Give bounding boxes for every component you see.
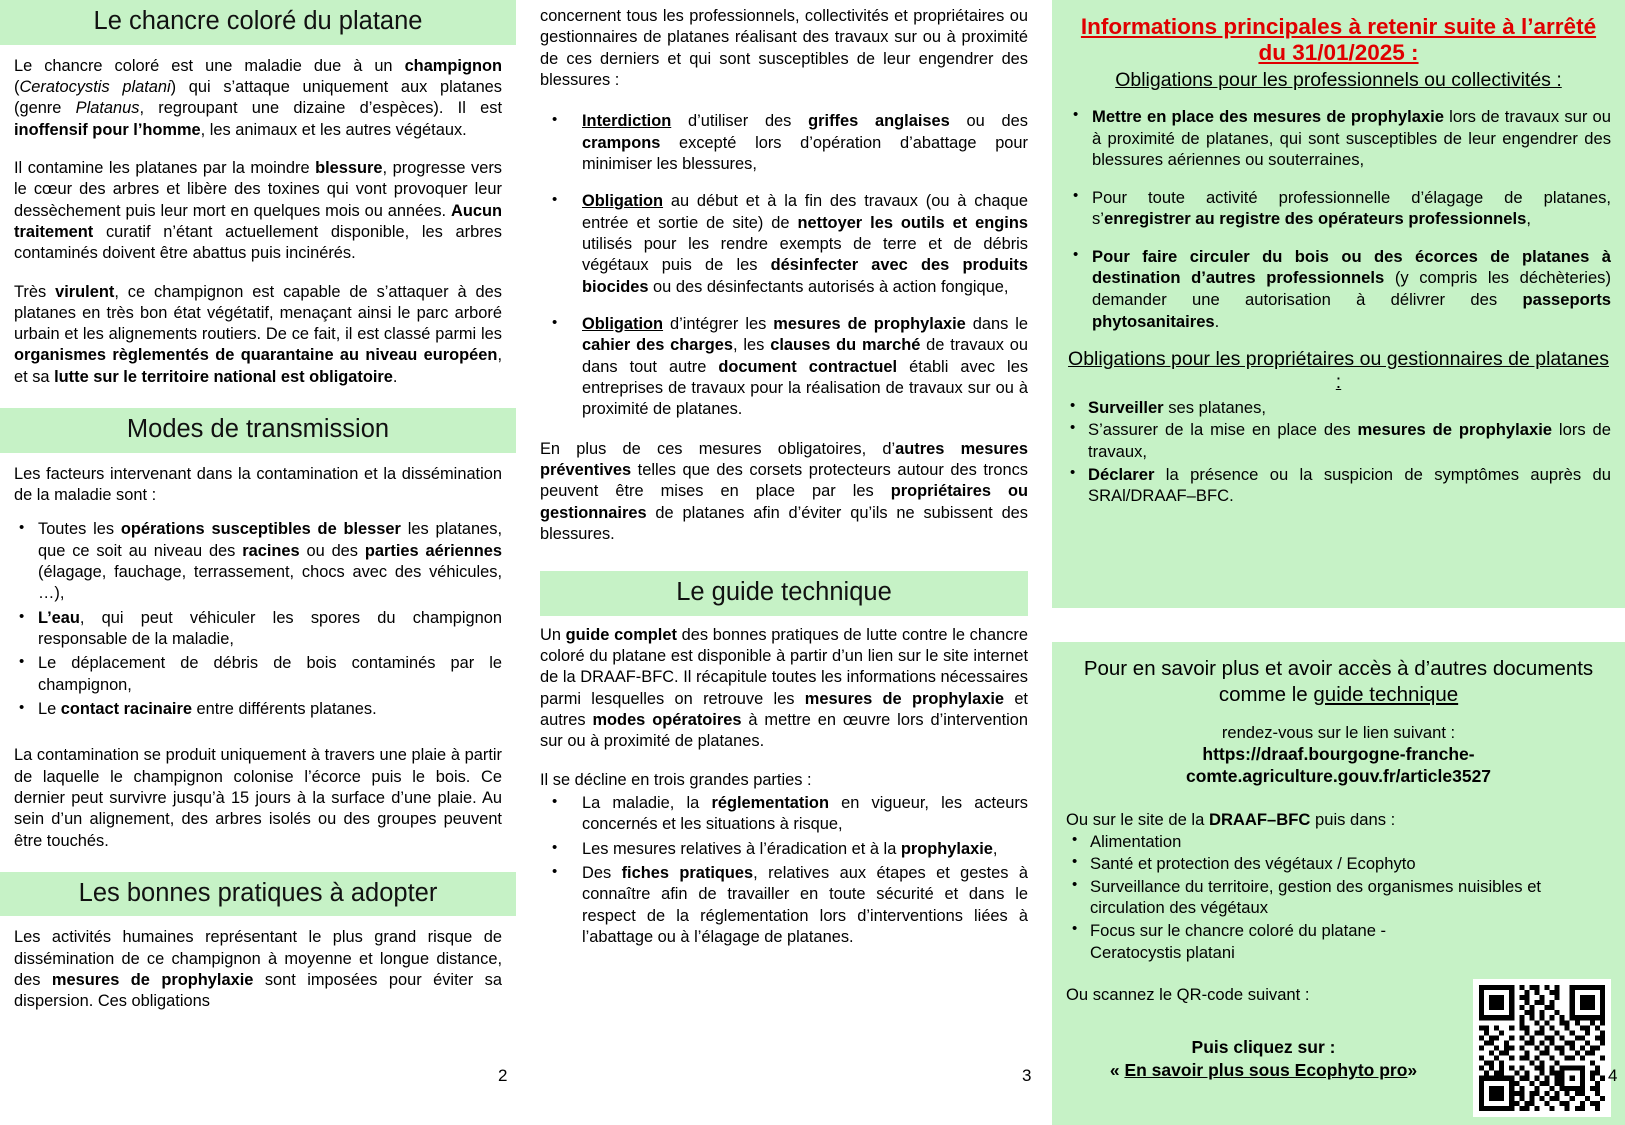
text-run: , relatives aux étapes et gestes à connaître afin de travailler en toute sécurité et dans le respect de la réglementation lors d’interventions liées à l’abattage ou à l’élagage de platanes. (582, 864, 1028, 947)
text-run: Toutes les (38, 520, 121, 539)
ecophyto-pro-link[interactable]: En savoir plus sous Ecophyto pro (1124, 1059, 1408, 1080)
list-item (540, 191, 1028, 298)
text-run: entre différents platanes. (191, 699, 377, 718)
list-item (540, 793, 1028, 836)
spacer (526, 91, 1042, 111)
text-run-bold: champignon (404, 56, 502, 75)
panel-subtitle-owners: Obligations pour les propriétaires ou gestionnaires de platanes : (1068, 348, 1609, 394)
list-item (540, 839, 1028, 860)
text-run-bold: Aucun traitement (14, 201, 502, 241)
text-run-bold: nettoyer les outils et engins (797, 213, 1028, 232)
list-item (1066, 419, 1611, 462)
list-item (1066, 187, 1611, 230)
paragraph-intro-1 (14, 56, 502, 141)
text-run: » (1407, 1059, 1418, 1080)
text-run-bold: passeports phytosanitaires (1092, 289, 1611, 331)
section-heading-practices: Les bonnes pratiques à adopter (0, 872, 516, 917)
qr-instruction: Ou scannez le QR-code suivant : (1066, 985, 1310, 1005)
page3-guide-body (526, 616, 1042, 791)
text-run: Le chancre coloré est une maladie due à un (14, 56, 405, 75)
text-run: , (1526, 209, 1531, 229)
text-run: ses platanes, (1163, 397, 1267, 417)
spacer (0, 852, 516, 872)
panel-subtitle-professionals: Obligations pour les professionnels ou collectivités : (1115, 68, 1562, 91)
text-run: curatif n’étant actuellement disponible, les arbres contaminés doivent être abattus puis incinérés. (14, 222, 502, 263)
text-run-bold: inoffensif pour l’homme (14, 120, 201, 139)
text-run: (y compris les déchèteries) demander une autorisation à délivrer des (1092, 268, 1611, 309)
text-run: Le déplacement de débris de bois contaminés par le champignon, (38, 654, 502, 694)
list-item: • Santé et protection des végétaux / Ecophyto (1066, 853, 1611, 875)
page-gutter (516, 0, 526, 1125)
paragraph-extra-measures (540, 439, 1028, 546)
cta-line-1: Puis cliquez sur : (1191, 1037, 1336, 1057)
page-number-3: 3 (1022, 1066, 1032, 1085)
more-info-heading (1066, 656, 1611, 707)
list-item: • Focus sur le chancre coloré du platane - Ceratocystis platani (1066, 920, 1611, 963)
text-run: lors de travaux, (1088, 420, 1611, 461)
text-run: . (1214, 311, 1220, 331)
text-run-bold: fiches pratiques (621, 864, 754, 883)
spacer (0, 506, 516, 519)
page2-intro-body (0, 45, 516, 389)
text-run-bold: Surveiller (1088, 397, 1164, 417)
text-run-bold: Pour faire circuler du bois ou des écorces de platanes à destination d’autres professionnels (1092, 246, 1611, 288)
text-run-bold-underline: Obligation (582, 192, 664, 211)
text-run-bold: Mettre en place des mesures de prophylaxie (1092, 107, 1444, 127)
text-run-bold: griffes anglaises (808, 112, 950, 131)
owner-obligations-list (1066, 397, 1611, 507)
text-run: Un (540, 625, 566, 644)
text-run-italic: Platanus (75, 99, 140, 118)
text-run-bold: clauses du marché (770, 336, 921, 355)
text-run: , regroupant une dizaine d’espèces). Il est (139, 99, 502, 118)
text-run-bold: modes opératoires (592, 711, 742, 730)
text-run: Pour toute activité professionnelle d’élagage de platanes, s’ (1092, 187, 1611, 229)
page3-continuation (526, 0, 1042, 91)
text-run: (élagage, fauchage, terrassement, chocs avec des véhicules, …), (38, 563, 502, 603)
draaf-url[interactable]: https://draaf.bourgogne-franche-comte.agriculture.gouv.fr/article3527 (1185, 744, 1492, 786)
text-run: ( (14, 77, 20, 96)
text-run-bold-underline: Interdiction (582, 112, 672, 131)
text-run-bold: cahier des charges (582, 336, 734, 355)
page-number-2: 2 (498, 1066, 508, 1085)
text-run-bold: mesures de prophylaxie (773, 314, 966, 333)
text-run: d’intégrer les (663, 314, 774, 333)
page-2 (0, 0, 516, 1125)
qr-code-graphic (1479, 985, 1605, 1111)
text-run: Les activités humaines représentant le plus grand risque de dissémination de ce champignon à moyenne et longue distance, des (14, 928, 502, 990)
list-item (1066, 246, 1611, 332)
text-run-bold: opérations susceptibles de blesser (120, 520, 401, 539)
text-run-bold: autres mesures préventives (540, 439, 1028, 479)
list-item (540, 111, 1028, 175)
page-gutter (1042, 0, 1052, 1125)
text-run: ou des désinfectants autorisés à action fongique, (648, 277, 1009, 296)
text-run: excepté lors d’opération d’abattage pour minimiser les blessures, (582, 133, 1028, 173)
list-item (14, 608, 502, 651)
paragraph-continuation: concernent tous les professionnels, collectivités et propriétaires ou gestionnaires de platanes réalisant des travaux sur ou à proximité de ces derniers et qui sont susceptibles de leur engendrer des blessures : (540, 7, 1028, 89)
text-run: Les mesures relatives à l’éradication et à la (582, 839, 901, 858)
text-run-bold-underline: Obligation (582, 314, 664, 333)
page2-practices-body (0, 916, 516, 1012)
text-run: . (392, 367, 398, 386)
text-run: Ou sur le site de la (1066, 809, 1209, 829)
spacer (0, 388, 516, 408)
guide-parts-list (526, 793, 1042, 948)
professional-obligations-list (1066, 106, 1611, 332)
text-run: , ce champignon est capable de s’attaquer à des platanes en très bon état végétatif, menaçant ainsi le parc arboré urbain et les alignements routiers. De ce fait, il est classé parmi les (14, 282, 502, 344)
text-run: établi avec les entreprises de travaux pour la réalisation de travaux sur ou à proximité de platanes. (582, 357, 1029, 419)
site-path-intro (1066, 809, 1611, 831)
text-run: ) qui s’attaque uniquement aux platanes (genre (14, 77, 502, 118)
text-run: , (992, 839, 998, 858)
text-run-bold: virulent (55, 282, 115, 301)
text-run: , et sa (14, 346, 502, 386)
text-run: Des (582, 864, 622, 883)
text-run: d’utiliser des (671, 112, 809, 131)
section-heading-intro: Le chancre coloré du platane (0, 0, 516, 45)
panel-title-highlight: Informations principales à retenir suite à l’arrêté du 31/01/2025 : (1080, 14, 1597, 66)
paragraph-guide-2: Il se décline en trois grandes parties : (540, 770, 812, 789)
spacer (1052, 608, 1625, 642)
text-run: , les animaux et les autres végétaux. (200, 120, 467, 139)
text-run-bold: réglementation (711, 794, 829, 813)
spacer (526, 545, 1042, 571)
list-item (1066, 464, 1611, 507)
text-run-bold: Déclarer (1088, 464, 1155, 484)
text-run-bold: lutte sur le territoire national est obligatoire (54, 367, 393, 386)
text-run: Pour en savoir plus et avoir accès à d’autres documents comme le (1083, 657, 1594, 706)
text-run-bold: organismes règlementés de quarantaine au niveau européen (14, 346, 498, 365)
text-run: Il contamine les platanes par la moindre (14, 158, 316, 177)
section-heading-transmission: Modes de transmission (0, 408, 516, 453)
list-item: • Alimentation (1066, 831, 1611, 853)
text-run: au début et à la fin des travaux (ou à chaque entrée et sortie de site) de (582, 192, 1028, 232)
page-number-4: 4 (1608, 1066, 1618, 1085)
page-4 (1052, 0, 1625, 1125)
more-info-panel (1052, 642, 1625, 1125)
text-run-bold: crampons (582, 133, 661, 152)
text-run: La maladie, la (582, 794, 712, 813)
text-run-bold: mesures de prophylaxie (51, 971, 254, 990)
list-item (14, 699, 502, 720)
text-run-bold: mesures de prophylaxie (804, 689, 1004, 708)
text-run: la présence ou la suspicion de symptômes auprès du SRAl/DRAAF–BFC. (1088, 464, 1611, 506)
text-run-bold: DRAAF–BFC (1208, 809, 1311, 829)
list-item (14, 519, 502, 604)
paragraph-intro-3 (14, 282, 502, 389)
paragraph-practices-1 (14, 927, 502, 1012)
link-instruction: rendez-vous sur le lien suivant : (1221, 723, 1456, 743)
text-run-bold: racines (242, 541, 300, 560)
list-item (1066, 106, 1611, 171)
transmission-factor-list (0, 519, 516, 720)
list-item: • Surveillance du territoire, gestion des organismes nuisibles et circulation des végétaux (1066, 876, 1611, 919)
text-run-bold: désinfecter avec des produits biocides (582, 256, 1028, 296)
text-run: de platanes afin d’éviter qu’ils ne subissent des blessures. (540, 503, 1028, 543)
text-run: En plus de ces mesures obligatoires, d’ (540, 439, 896, 458)
paragraph-guide-1 (540, 625, 1028, 753)
text-run: , les (733, 336, 771, 355)
text-run: puis dans : (1310, 809, 1396, 829)
text-run: telles que des corsets protecteurs autour des troncs peuvent être mises en place par les (540, 460, 1028, 501)
text-run: , progresse vers le cœur des arbres et libère des toxines qui vont provoquer leur dessèchement puis leur mort en quelques mois ou années. (14, 158, 502, 220)
text-run-bold: parties aériennes (364, 541, 502, 560)
text-run: en vigueur, les acteurs concernés et les situations à risque, (582, 794, 1028, 834)
list-item (540, 863, 1028, 948)
obligations-list (526, 111, 1042, 420)
text-run: Très (14, 282, 56, 301)
text-run: , qui peut véhiculer les spores du champignon responsable de la maladie, (38, 608, 502, 648)
text-run: des bonnes pratiques de lutte contre le chancre coloré du platane est disponible à partir d’un lien sur le site internet de la DRAAF-BFC. Il récapitule toutes les informations nécessaires parmi lesquelles on retrouve les (540, 625, 1028, 708)
list-item (540, 314, 1028, 421)
text-run-bold: document contractuel (718, 357, 898, 376)
key-information-panel (1052, 0, 1625, 608)
text-run: S’assurer de la mise en place des (1088, 420, 1358, 440)
text-run: ou des (949, 112, 1028, 131)
site-path-list (1066, 831, 1611, 963)
text-run-bold: propriétaires ou gestionnaires (540, 482, 1029, 522)
qr-code-icon[interactable] (1473, 979, 1611, 1117)
paragraph-intro-2 (14, 158, 502, 265)
text-run: de travaux ou dans tout autre (582, 336, 1028, 376)
text-run: et autres (540, 689, 1028, 730)
text-run: lors de travaux sur ou à proximité de platanes, qui sont susceptibles de leur engendrer des blessures aériennes ou souterraines, (1092, 107, 1611, 170)
text-run: ou des (299, 541, 365, 560)
text-run-bold: enregistrer au registre des opérateurs professionnels (1103, 209, 1527, 229)
page-3 (526, 0, 1042, 1125)
page3-extra-measures (526, 437, 1042, 546)
spacer (1066, 787, 1611, 809)
text-run: dans le (965, 314, 1028, 333)
text-run: à mettre en œuvre lors d’intervention sur ou à proximité de platanes. (540, 711, 1028, 751)
list-item (1066, 397, 1611, 419)
text-run-bold: blessure (315, 158, 383, 177)
section-heading-guide: Le guide technique (540, 571, 1028, 616)
paragraph-transmission-outro: La contamination se produit uniquement à travers une plaie à partir de laquelle le champignon colonise l’écorce puis le bois. Ce dernier peut survivre jusqu’à 15 jours à la surface d’une plaie. Au sein d’un alignement, des arbres isolés ou des groupes peuvent être touchés. (14, 746, 502, 850)
text-run-italic: Ceratocystis platani (19, 77, 171, 96)
text-run: utilisés pour les rendre exempts de terre et de débris végétaux puis de les (582, 234, 1028, 275)
page2-transmission-outro (0, 736, 516, 852)
page2-transmission-intro (0, 453, 516, 507)
text-run-bold: prophylaxie (900, 839, 993, 858)
text-run: les platanes, que ce soit au niveau des (38, 520, 502, 560)
text-run: « (1109, 1059, 1125, 1080)
text-run: sont imposées pour éviter sa dispersion. Ces obligations (14, 971, 502, 1011)
text-run-bold: mesures de prophylaxie (1357, 420, 1553, 440)
text-run-bold: guide complet (565, 625, 677, 644)
text-run-bold: contact racinaire (60, 699, 192, 718)
paragraph-transmission-intro: Les facteurs intervenant dans la contamination et la dissémination de la maladie sont : (14, 464, 502, 505)
guide-technique-link[interactable]: guide technique (1313, 682, 1459, 706)
text-run-bold: L’eau (38, 608, 80, 627)
text-run: Le (38, 699, 61, 718)
list-item (14, 653, 502, 696)
